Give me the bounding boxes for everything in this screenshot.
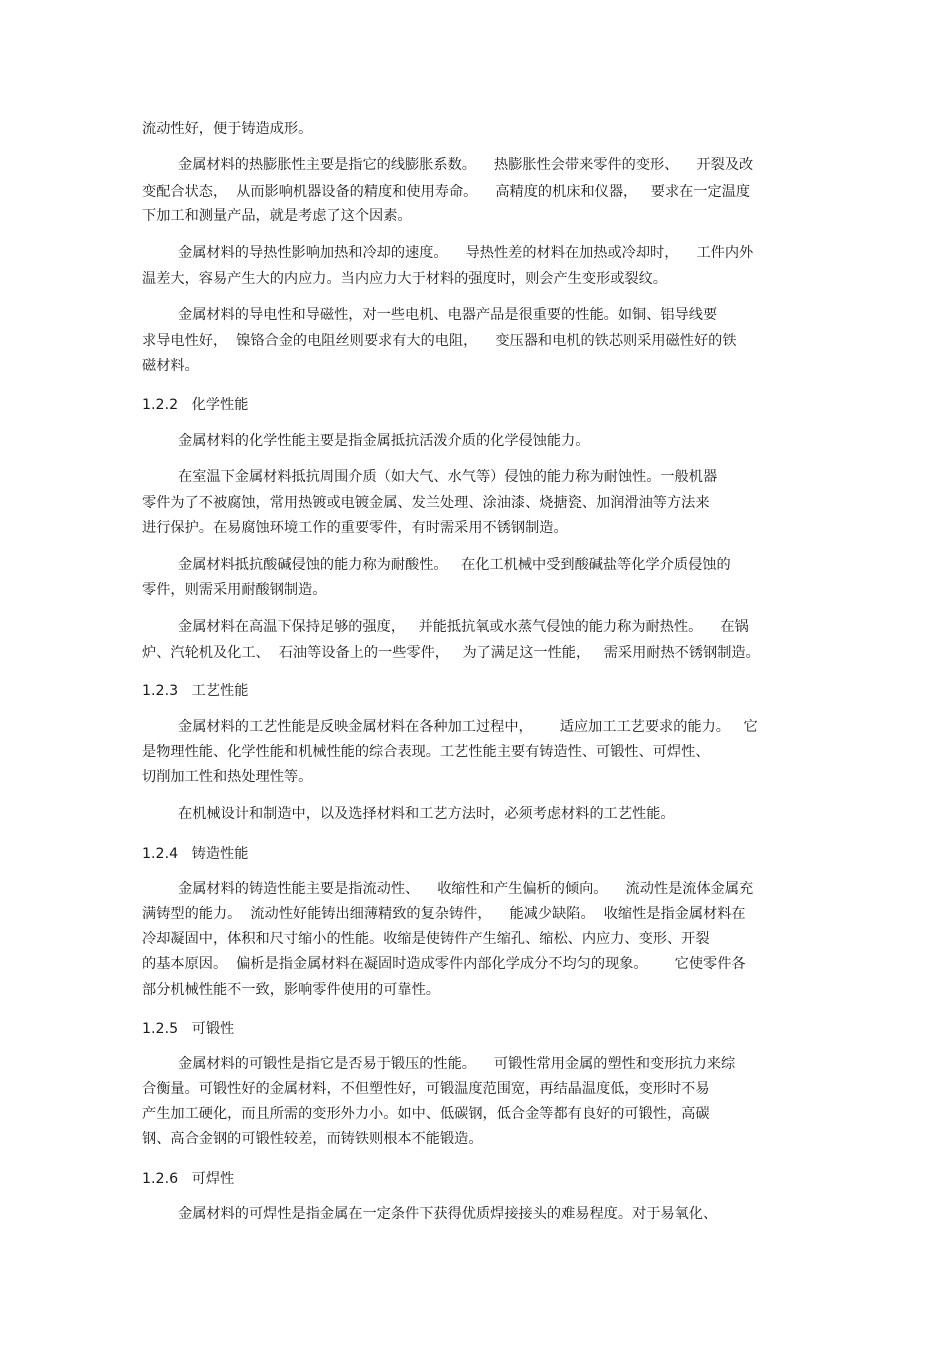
text-line: 变配合状态， 从而影响机器设备的精度和使用寿命。 高精度的机床和仪器， 要求在一定温度 (142, 184, 751, 200)
text-line: 满铸型的能力。 流动性好能铸出细薄精致的复杂铸件， 能减少缺陷。 收缩性是指金属材料在 (142, 906, 746, 922)
text-line: 在室温下金属材料抵抗周围介质（如大气、水气等）侵蚀的能力称为耐蚀性。一般机器 (178, 469, 718, 485)
text-line: 磁材料。 (142, 358, 199, 374)
text-line: 是物理性能、化学性能和机械性能的综合表现。工艺性能主要有铸造性、可锻性、可焊性、 (142, 744, 710, 760)
text-line: 金属材料的导电性和导磁性，对一些电机、电器产品是很重要的性能。如铜、铝导线要 (178, 307, 718, 323)
text-line: 金属材料抵抗酸碱侵蚀的能力称为耐酸性。 在化工机械中受到酸碱盐等化学介质侵蚀的 (178, 557, 731, 573)
text-line: 金属材料的铸造性能主要是指流动性、 收缩性和产生偏析的倾向。 流动性是流体金属充 (178, 881, 754, 897)
text-line: 金属材料的工艺性能是反映金属材料在各种加工过程中， 适应加工工艺要求的能力。 它 (178, 719, 758, 735)
section-heading: 1.2.6 可焊性 (142, 1171, 235, 1187)
text-line: 切削加工性和热处理性等。 (142, 769, 313, 785)
text-line: 金属材料的化学性能主要是指金属抵抗活泼介质的化学侵蚀能力。 (178, 433, 590, 449)
text-line: 金属材料的可锻性是指它是否易于锻压的性能。 可锻性常用金属的塑性和变形抗力来综 (178, 1056, 736, 1072)
text-line: 钢、高合金钢的可锻性较差，而铸铁则根本不能锻造。 (142, 1131, 483, 1147)
text-line: 金属材料在高温下保持足够的强度， 并能抵抗氧或水蒸气侵蚀的能力称为耐热性。 在锅 (178, 619, 749, 635)
text-line: 部分机械性能不一致，影响零件使用的可靠性。 (142, 982, 440, 998)
section-heading: 1.2.5 可锻性 (142, 1021, 235, 1037)
text-line: 金属材料的热膨胀性主要是指它的线膨胀系数。 热膨胀性会带来零件的变形、 开裂及改 (178, 157, 754, 173)
section-heading: 1.2.4 铸造性能 (142, 846, 249, 862)
text-line: 零件为了不被腐蚀，常用热镀或电镀金属、发兰处理、涂油漆、烧搪瓷、加润滑油等方法来 (142, 495, 710, 511)
text-line: 流动性好，便于铸造成形。 (142, 121, 313, 137)
text-line: 炉、汽轮机及化工、 石油等设备上的一些零件， 为了满足这一性能， 需采用耐热不锈钢制造。 (142, 645, 760, 661)
text-line: 金属材料的可焊性是指金属在一定条件下获得优质焊接接头的难易程度。对于易氧化、 (178, 1206, 718, 1222)
text-line: 零件，则需采用耐酸钢制造。 (142, 582, 327, 598)
text-line: 在机械设计和制造中，以及选择材料和工艺方法时，必须考虑材料的工艺性能。 (178, 806, 675, 822)
section-heading: 1.2.2 化学性能 (142, 397, 249, 413)
text-line: 下加工和测量产品，就是考虑了这个因素。 (142, 208, 412, 224)
section-heading: 1.2.3 工艺性能 (142, 683, 249, 699)
text-line: 求导电性好， 镍铬合金的电阻丝则要求有大的电阻， 变压器和电机的铁芯则采用磁性好的铁 (142, 333, 737, 349)
text-line: 冷却凝固中，体积和尺寸缩小的性能。收缩是使铸件产生缩孔、缩松、内应力、变形、开裂 (142, 931, 710, 947)
text-line: 合衡量。可锻性好的金属材料，不但塑性好，可锻温度范围宽，再结晶温度低，变形时不易 (142, 1081, 710, 1097)
text-line: 金属材料的导热性影响加热和冷却的速度。 导热性差的材料在加热或冷却时， 工件内外 (178, 245, 754, 261)
text-line: 的基本原因。 偏析是指金属材料在凝固时造成零件内部化学成分不均匀的现象。 它使零件各 (142, 956, 746, 972)
text-line: 进行保护。在易腐蚀环境工作的重要零件，有时需采用不锈钢制造。 (142, 520, 568, 536)
text-line: 温差大，容易产生大的内应力。当内应力大于材料的强度时，则会产生变形或裂纹。 (142, 271, 667, 287)
text-line: 产生加工硬化，而且所需的变形外力小。如中、低碳钢，低合金等都有良好的可锻性，高碳 (142, 1106, 710, 1122)
